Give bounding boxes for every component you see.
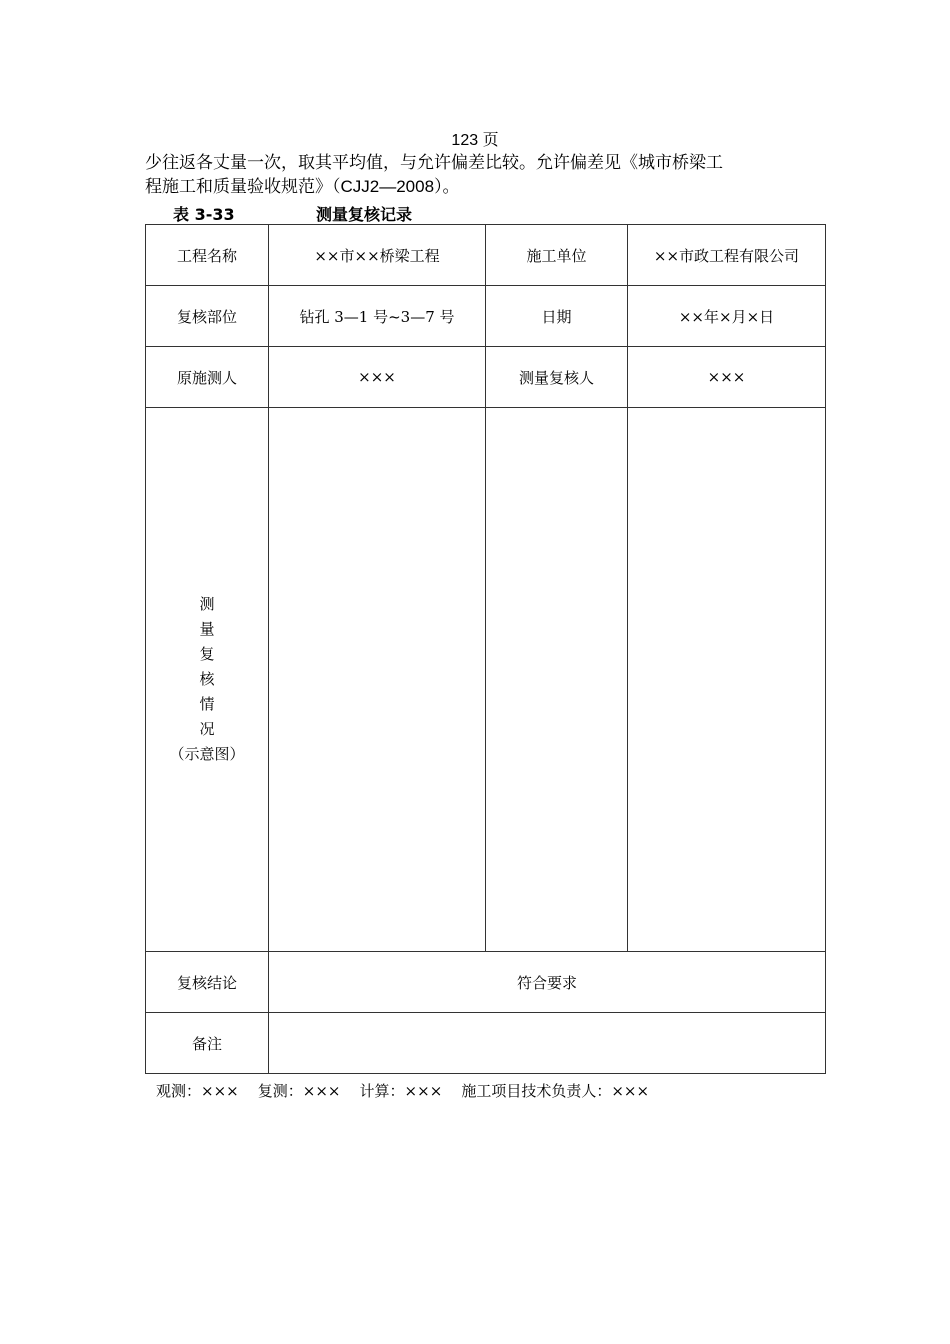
label-char: 测 bbox=[199, 595, 215, 613]
project-name-label: 工程名称 bbox=[146, 225, 269, 286]
sketch-area-1 bbox=[269, 408, 486, 952]
survey-recheck-table bbox=[145, 224, 826, 1074]
remarks-value bbox=[269, 1013, 826, 1074]
label-char: 核 bbox=[199, 670, 215, 688]
paragraph-line-2-end: ）。 bbox=[434, 177, 460, 197]
sketch-area-3 bbox=[628, 408, 826, 952]
label-char: 复 bbox=[199, 645, 215, 663]
construction-unit-label: 施工单位 bbox=[486, 225, 628, 286]
recheck-surveyor-label: 测量复核人 bbox=[486, 347, 628, 408]
body-paragraph bbox=[145, 151, 825, 199]
table-row bbox=[146, 952, 826, 1013]
paragraph-line-1: 少往返各丈量一次，取其平均值，与允许偏差比较。允许偏差见《城市桥梁工 bbox=[145, 153, 723, 173]
recheck-conclusion-value: 符合要求 bbox=[269, 952, 826, 1013]
table-title: 测量复核记录 bbox=[316, 205, 413, 224]
table-row bbox=[146, 408, 826, 952]
recheck-situation-label bbox=[146, 408, 269, 952]
label-char: 量 bbox=[199, 620, 215, 638]
project-name-value: ××市××桥梁工程 bbox=[269, 225, 486, 286]
recheck-conclusion-label: 复核结论 bbox=[146, 952, 269, 1013]
signature-line: 观测：××× 复测：××× 计算：××× 施工项目技术负责人：××× bbox=[156, 1082, 650, 1100]
table-row bbox=[146, 225, 826, 286]
standard-code: CJJ2—2008 bbox=[340, 177, 435, 196]
paragraph-line-2-start: 程施工和质量验收规范》（ bbox=[145, 177, 341, 197]
label-char: （示意图） bbox=[169, 745, 245, 763]
date-value: ××年×月×日 bbox=[628, 286, 826, 347]
sketch-area-2 bbox=[486, 408, 628, 952]
table-caption bbox=[173, 202, 412, 225]
paragraph-line-2 bbox=[145, 175, 825, 199]
table-row bbox=[146, 347, 826, 408]
label-char: 况 bbox=[199, 720, 215, 738]
recheck-location-value: 钻孔 3—1 号~3—7 号 bbox=[269, 286, 486, 347]
original-surveyor-value: ××× bbox=[269, 347, 486, 408]
recheck-surveyor-value: ××× bbox=[628, 347, 826, 408]
table-row bbox=[146, 286, 826, 347]
date-label: 日期 bbox=[486, 286, 628, 347]
table-number: 表 3-33 bbox=[173, 205, 235, 224]
page-number: 123 页 bbox=[451, 132, 499, 149]
recheck-location-label: 复核部位 bbox=[146, 286, 269, 347]
construction-unit-value: ××市政工程有限公司 bbox=[628, 225, 826, 286]
remarks-label: 备注 bbox=[146, 1013, 269, 1074]
table-row bbox=[146, 1013, 826, 1074]
label-char: 情 bbox=[199, 695, 215, 713]
original-surveyor-label: 原施测人 bbox=[146, 347, 269, 408]
